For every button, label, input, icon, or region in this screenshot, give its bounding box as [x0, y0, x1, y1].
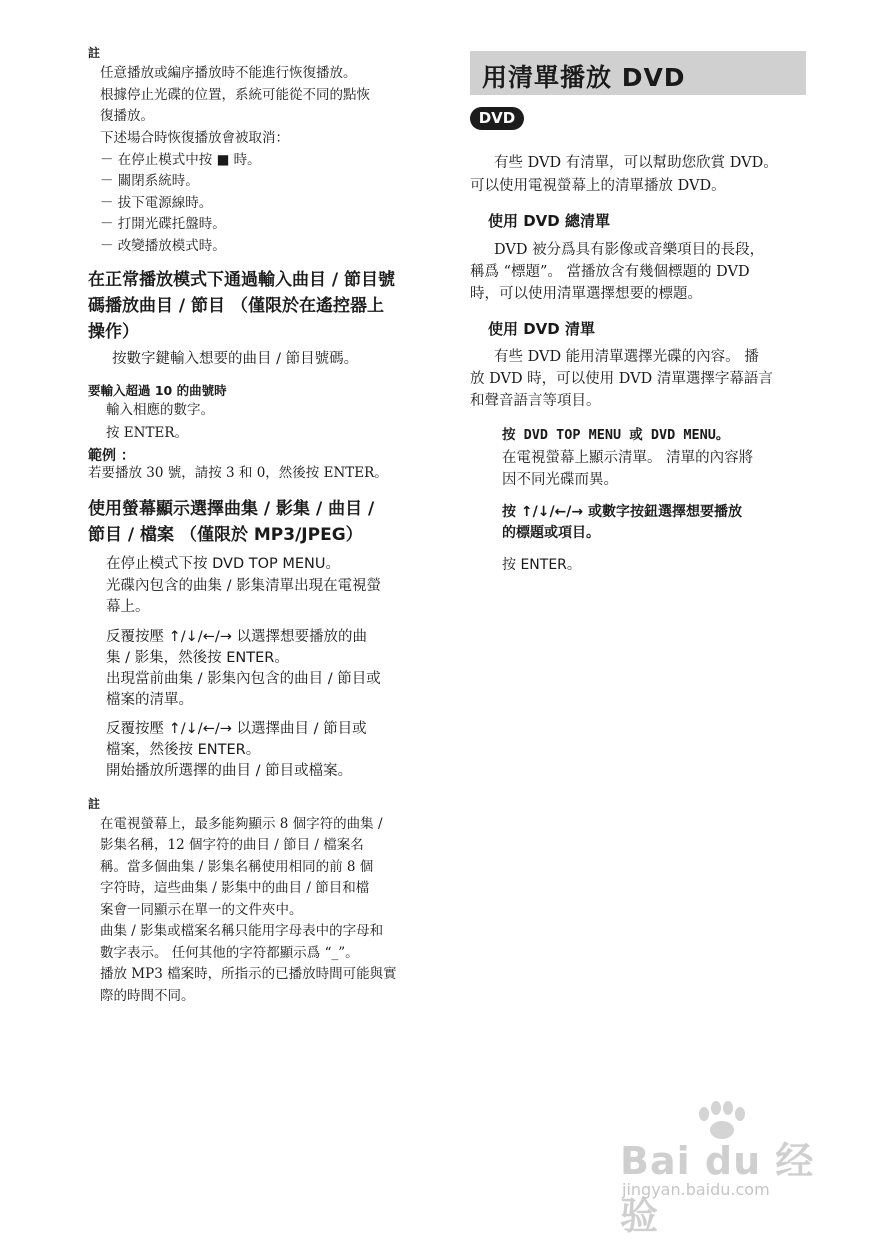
body-line: 時，可以使用清單選擇想要的標題。 [470, 286, 702, 302]
note-line: － 拔下電源線時。 [100, 195, 213, 211]
section-heading: 操作） [88, 322, 139, 342]
note-line: 曲集 / 影集或檔案名稱只能用字母表中的字母和 [100, 923, 384, 939]
step-instruction: 的標題或項目。 [502, 525, 600, 541]
step-line: 因不同光碟而異。 [502, 472, 618, 488]
body-line: 放 DVD 時，可以使用 DVD 清單選擇字幕語言 [470, 371, 773, 387]
section-heading: 在正常播放模式下通過輸入曲目 / 節目號 [88, 270, 396, 290]
sub-line: 按 ENTER。 [106, 425, 188, 441]
page-title: 用清單播放 DVD [482, 63, 686, 92]
note-line: － 打開光碟托盤時。 [100, 216, 226, 232]
note-line: 稱。當多個曲集 / 影集名稱使用相同的前 8 個 [100, 859, 374, 875]
note-line: 任意播放或編序播放時不能進行恢復播放。 [100, 65, 357, 81]
body-line: 有些 DVD 能用清單選擇光碟的內容。 播 [494, 349, 759, 365]
watermark-logo: Bai du 经验 [620, 1139, 815, 1238]
dvd-badge: DVD [470, 107, 524, 130]
note-line: － 改變播放模式時。 [100, 238, 226, 254]
note-label: 註 [88, 797, 101, 811]
section-heading: 使用螢幕顯示選擇曲集 / 影集 / 曲目 / [88, 499, 375, 519]
step-instruction: 按 ↑/↓/←/→ 或數字按鈕選擇想要播放 [502, 504, 743, 520]
sub-line: 輸入相應的數字。 [106, 402, 214, 418]
note-label: 註 [88, 46, 101, 60]
note-line: 在電視螢幕上，最多能夠顯示 8 個字符的曲集 / [100, 816, 383, 832]
section-heading: 節目 / 檔案 （僅限於 MP3/JPEG） [88, 525, 363, 545]
note-line: － 關閉系統時。 [100, 173, 199, 189]
body-line: 稱爲 “標題”。 當播放含有幾個標題的 DVD [470, 264, 750, 280]
step-line: 在電視螢幕上顯示清單。 清單的內容將 [502, 450, 754, 466]
example-text: 若要播放 30 號，請按 3 和 0，然後按 ENTER。 [88, 465, 388, 481]
intro-line: 可以使用電視螢幕上的清單播放 DVD。 [470, 178, 726, 194]
note-line: 際的時間不同。 [100, 988, 195, 1004]
step-line: 出現當前曲集 / 影集內包含的曲目 / 節目或 [106, 671, 381, 687]
note-line: 下述場合時恢復播放會被取消： [100, 130, 289, 146]
example-label: 範例 ： [88, 448, 135, 464]
subheading: 要輸入超過 10 的曲號時 [88, 383, 227, 398]
section-title-bar [470, 51, 806, 95]
step-line: 檔案，然後按 ENTER。 [106, 742, 261, 758]
note-line: － 在停止模式中按 ■ 時。 [100, 152, 261, 168]
step-line: 反覆按壓 ↑/↓/←/→ 以選擇想要播放的曲 [106, 629, 367, 645]
note-line: 根據停止光碟的位置，系統可能從不同的點恢 [100, 87, 370, 103]
watermark-url: jingyan.baidu.com [622, 1180, 770, 1199]
note-line: 字符時，這些曲集 / 影集中的曲目 / 節目和檔 [100, 880, 370, 896]
step-line: 集 / 影集，然後按 ENTER。 [106, 650, 289, 666]
subsection-heading: 使用 DVD 清單 [488, 320, 595, 338]
baidu-watermark [620, 1100, 820, 1238]
step-line: 在停止模式下按 DVD TOP MENU。 [106, 556, 340, 572]
note-line: 播放 MP3 檔案時，所指示的已播放時間可能與實 [100, 966, 397, 982]
step-line: 光碟內包含的曲集 / 影集清單出現在電視螢 [106, 578, 382, 594]
step-line: 開始播放所選擇的曲目 / 節目或檔案。 [106, 763, 353, 779]
note-line: 數字表示。 任何其他的字符都顯示爲 “_”。 [100, 945, 359, 961]
step-instruction: 按 DVD TOP MENU 或 DVD MENU。 [502, 427, 730, 443]
note-line: 復播放。 [100, 108, 154, 124]
step-instruction: 按 ENTER。 [502, 557, 581, 573]
note-line: 案會一同顯示在單一的文件夾中。 [100, 902, 303, 918]
step-line: 檔案的清單。 [106, 692, 193, 708]
body-text: 按數字鍵輸入想要的曲目 / 節目號碼。 [112, 351, 359, 367]
intro-line: 有些 DVD 有清單，可以幫助您欣賞 DVD。 [494, 155, 778, 171]
body-line: 和聲音語言等項目。 [470, 393, 601, 409]
step-line: 反覆按壓 ↑/↓/←/→ 以選擇曲目 / 節目或 [106, 721, 367, 737]
section-heading: 碼播放曲目 / 節目 （僅限於在遙控器上 [88, 296, 384, 316]
body-line: DVD 被分爲具有影像或音樂項目的長段， [494, 242, 765, 258]
note-line: 影集名稱，12 個字符的曲目 / 節目 / 檔案名 [100, 837, 364, 853]
subsection-heading: 使用 DVD 總清單 [488, 212, 610, 230]
step-line: 幕上。 [106, 599, 150, 615]
